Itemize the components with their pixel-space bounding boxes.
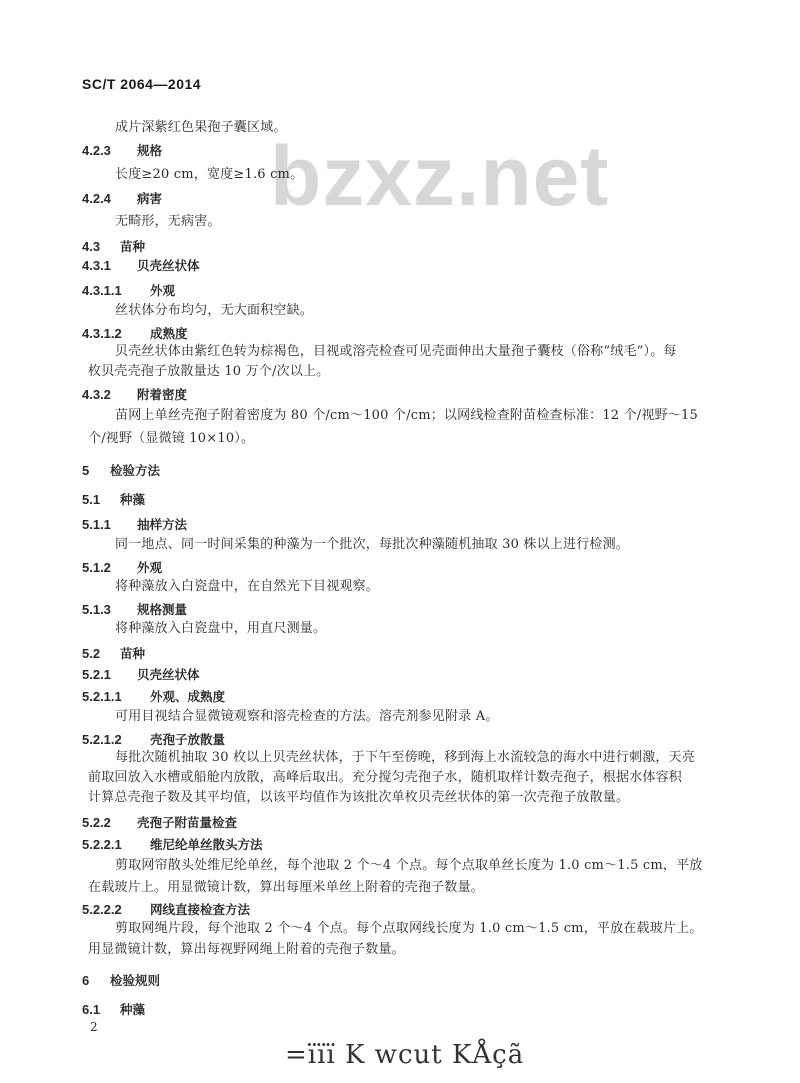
paragraph-line: 剪取网绳片段，每个池取 2 个～4 个点。每个点取网线长度为 1.0 cm～1.5 cm，平放在载玻片上。 [115, 921, 703, 936]
section-heading [82, 972, 160, 991]
section-number: 5.1 [82, 492, 101, 507]
paragraph-line: 每批次随机抽取 30 枚以上贝壳丝状体，于下午至傍晚，移到海上水流较急的海水中进行刺激，天亮 [115, 750, 696, 765]
paragraph-line: 在载玻片上。用显微镜计数，算出每厘米单丝上附着的壳孢子数量。 [88, 880, 485, 895]
section-number: 5.2.2 [82, 815, 111, 830]
section-heading [82, 814, 237, 833]
section-number: 6.1 [82, 1002, 101, 1017]
section-heading [82, 559, 162, 578]
section-heading [82, 325, 188, 344]
section-number: 6 [82, 973, 90, 988]
section-title: 检验规则 [110, 973, 161, 988]
paragraph-line: 个/视野（显微镜 10×10）。 [88, 431, 255, 446]
section-title: 成熟度 [150, 326, 188, 341]
paragraph-line: 用显微镜计数，算出每视野网绳上附着的壳孢子数量。 [88, 942, 405, 957]
section-number: 5.1.3 [82, 602, 111, 617]
section-title: 附着密度 [137, 387, 188, 402]
section-title: 贝壳丝状体 [137, 258, 200, 273]
section-title: 规格测量 [137, 602, 188, 617]
paragraph-line: 前取回放入水槽或船舱内放散，高峰后取出。充分搅匀壳孢子水，随机取样计数壳孢子，根据水体容积 [88, 770, 683, 785]
paragraph-line: 丝状体分布均匀，无大面积空缺。 [115, 303, 314, 318]
section-heading [82, 516, 187, 535]
paragraph-line: 将种藻放入白瓷盘中，用直尺测量。 [115, 621, 327, 636]
paragraph-line: 成片深紫红色果孢子囊区域。 [115, 120, 287, 135]
paragraph-line: 同一地点、同一时间采集的种藻为一个批次，每批次种藻随机抽取 30 株以上进行检测。 [115, 537, 630, 552]
section-heading [82, 645, 145, 664]
section-number: 5.2.1.2 [82, 732, 122, 747]
section-number: 4.3.1.2 [82, 326, 122, 341]
paragraph-line: 可用目视结合显微镜观察和溶壳检查的方法。溶壳剂参见附录 A。 [115, 709, 499, 724]
section-title: 贝壳丝状体 [137, 667, 200, 682]
section-number: 5.2.1 [82, 667, 111, 682]
watermark: bzxz.net [270, 129, 610, 223]
section-title: 外观、成熟度 [150, 689, 226, 704]
section-title: 网线直接检查方法 [150, 902, 251, 917]
section-heading [82, 491, 145, 510]
section-heading [82, 901, 250, 920]
section-number: 4.2.3 [82, 143, 111, 158]
section-title: 壳孢子放散量 [150, 732, 226, 747]
section-heading [82, 836, 263, 855]
section-number: 5.2.2.2 [82, 902, 122, 917]
section-number: 4.2.4 [82, 191, 111, 206]
section-heading [82, 257, 200, 276]
section-heading [82, 462, 160, 481]
section-title: 苗种 [120, 239, 146, 254]
paragraph-line: 无畸形，无病害。 [115, 214, 221, 229]
section-number: 4.3.1.1 [82, 283, 122, 298]
section-heading [82, 282, 175, 301]
footer-garbled-text: =ïïï K wcut KÅçã [285, 1040, 525, 1070]
section-number: 5.2 [82, 646, 101, 661]
section-number: 5.2.2.1 [82, 837, 122, 852]
section-heading [82, 731, 225, 750]
section-title: 维尼纶单丝散头方法 [150, 837, 263, 852]
section-title: 壳孢子附苗量检查 [137, 815, 238, 830]
paragraph-line: 计算总壳孢子数及其平均值，以该平均值作为该批次单枚贝壳丝状体的第一次壳孢子放散量。 [88, 790, 630, 805]
section-title: 种藻 [120, 492, 146, 507]
paragraph-line: 贝壳丝状体由紫红色转为棕褐色，目视或溶壳检查可见壳面伸出大量孢子囊枝（俗称“绒毛”）。每 [115, 344, 677, 359]
paragraph-line: 枚贝壳壳孢子放散量达 10 万个/次以上。 [88, 364, 330, 379]
section-heading [82, 601, 187, 620]
section-heading [82, 190, 162, 209]
paragraph-line: 剪取网帘散头处维尼纶单丝，每个池取 2 个～4 个点。每个点取单丝长度为 1.0 cm～1.5 cm，平放 [115, 858, 703, 873]
document-code-header: SC/T 2064—2014 [82, 76, 202, 92]
section-title: 苗种 [120, 646, 146, 661]
section-title: 病害 [137, 191, 163, 206]
section-number: 4.3 [82, 239, 101, 254]
section-number: 5.1.1 [82, 517, 111, 532]
section-heading [82, 1001, 145, 1020]
section-heading [82, 238, 145, 257]
section-title: 检验方法 [110, 463, 161, 478]
section-number: 4.3.1 [82, 258, 111, 273]
section-heading [82, 666, 200, 685]
paragraph-line: 苗网上单丝壳孢子附着密度为 80 个/cm～100 个/cm；以网线检查附苗检查标准：12 个/视野～15 [115, 408, 698, 423]
section-title: 外观 [150, 283, 176, 298]
section-heading [82, 688, 225, 707]
page-number: 2 [90, 1020, 98, 1034]
section-number: 4.3.2 [82, 387, 111, 402]
section-title: 规格 [137, 143, 163, 158]
section-heading [82, 386, 187, 405]
section-title: 外观 [137, 560, 163, 575]
section-number: 5.2.1.1 [82, 689, 122, 704]
paragraph-line: 长度≥20 cm，宽度≥1.6 cm。 [115, 167, 304, 182]
paragraph-line: 将种藻放入白瓷盘中，在自然光下目视观察。 [115, 579, 380, 594]
section-title: 种藻 [120, 1002, 146, 1017]
section-title: 抽样方法 [137, 517, 188, 532]
section-heading [82, 142, 162, 161]
section-number: 5 [82, 463, 90, 478]
section-number: 5.1.2 [82, 560, 111, 575]
